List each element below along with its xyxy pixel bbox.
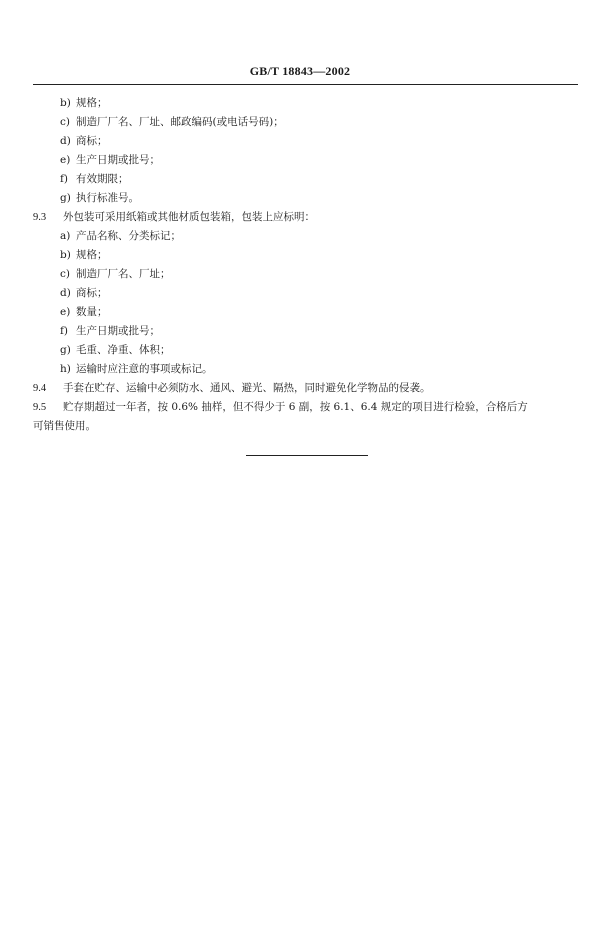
section-number: 9.4 [33,383,47,394]
list-item-label: c) [60,116,70,128]
list-item [33,170,578,189]
list-item-text: 产品名称、分类标记； [76,230,181,242]
section-text: 贮存期超过一年者，按 0.6% 抽样，但不得少于 6 副，按 6.1、6.4 规定的项目进行检验，合格后方 [63,401,528,413]
list-item-text: 执行标准号。 [76,192,139,204]
standard-id: GB/T 18843—2002 [249,64,351,78]
list-item [33,284,578,303]
document-body [33,94,578,436]
list-item-label: b) [60,249,71,261]
list-item [33,113,578,132]
section-number: 9.5 [33,402,47,413]
list-item-label: f) [60,325,68,337]
list-item-label: g) [60,344,71,356]
list-item-text: 规格； [76,97,108,109]
list-item [33,341,578,360]
list-item-text: 制造厂厂名、厂址； [76,268,171,280]
list-item-text: 数量； [76,306,108,318]
list-item-text: 有效期限； [76,173,129,185]
end-of-document-rule [246,455,368,456]
section-text: 外包装可采用纸箱或其他材质包装箱，包装上应标明： [63,211,315,223]
list-item [33,151,578,170]
section-text: 手套在贮存、运输中必须防水、通风、避光、隔热，同时避免化学物品的侵袭。 [63,382,431,394]
header-rule [33,84,578,85]
list-item-text: 商标； [76,287,108,299]
list-item [33,322,578,341]
label-list-continued [33,94,578,208]
section-9-5 [33,398,578,436]
list-item-text: 制造厂厂名、厂址、邮政编码(或电话号码)； [76,116,284,128]
list-item-label: e) [60,154,71,166]
list-item-label: a) [60,230,71,242]
outer-package-list [33,227,578,379]
list-item [33,94,578,113]
list-item [33,303,578,322]
list-item [33,132,578,151]
list-item [33,246,578,265]
list-item [33,265,578,284]
section-line [33,398,578,417]
list-item-label: g) [60,192,71,204]
list-item-label: e) [60,306,71,318]
list-item-label: d) [60,135,71,147]
list-item-label: b) [60,97,71,109]
list-item-label: d) [60,287,71,299]
list-item-text: 运输时应注意的事项或标记。 [76,363,213,375]
list-item [33,360,578,379]
list-item-label: f) [60,173,68,185]
list-item-text: 生产日期或批号； [76,154,160,166]
list-item-text: 生产日期或批号； [76,325,160,337]
section-9-3 [33,208,578,227]
section-line [33,417,578,436]
section-text-continued: 可销售使用。 [33,420,96,432]
section-number: 9.3 [33,212,47,223]
section-9-4 [33,379,578,398]
list-item-label: h) [60,363,71,375]
list-item-text: 规格； [76,249,108,261]
list-item-text: 毛重、净重、体积； [76,344,171,356]
list-item-text: 商标； [76,135,108,147]
list-item [33,227,578,246]
list-item-label: c) [60,268,70,280]
list-item [33,189,578,208]
